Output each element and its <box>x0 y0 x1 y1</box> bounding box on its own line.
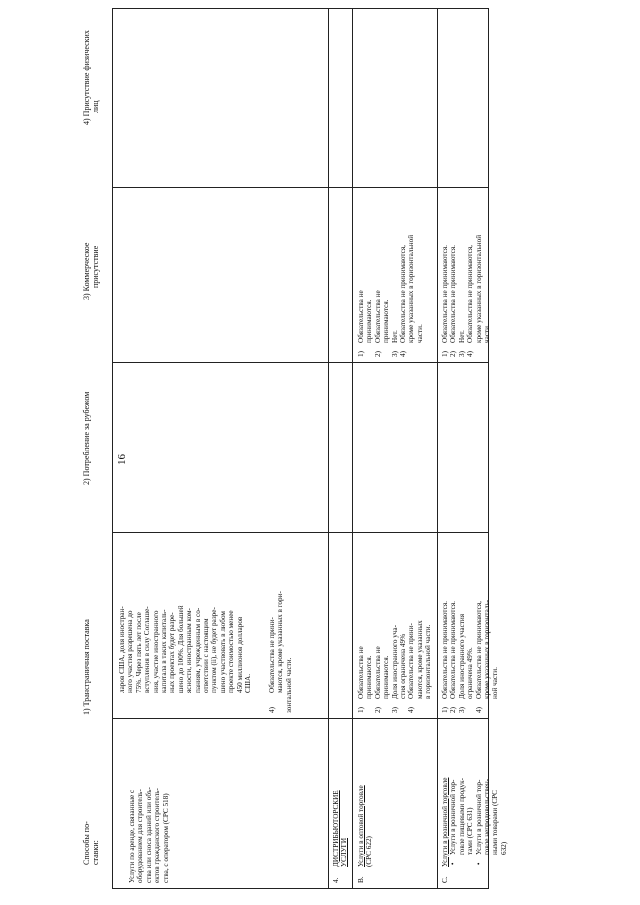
item-number: 1) <box>441 351 449 357</box>
list-item <box>483 600 491 713</box>
item-number: 3) <box>457 707 466 713</box>
list-item <box>399 235 407 357</box>
bullet-text: ными товарами (CPC <box>491 790 500 855</box>
text-line: шено участвовать в любом <box>218 611 227 693</box>
list-item <box>357 235 365 357</box>
bullet-text: Услуги в розничной тор- <box>449 779 458 855</box>
item-number: 4) <box>399 351 408 357</box>
item-text: Обязательства не принимаются. <box>449 601 458 699</box>
item-text: Доля иностранного уча- <box>390 625 399 699</box>
item-text: ной части. <box>491 667 500 699</box>
item-number: 3) <box>390 351 399 357</box>
item-number <box>483 699 491 713</box>
list-item <box>357 620 365 713</box>
text-line: Обязательства не прини- <box>268 617 276 693</box>
item-text: Обязательства не <box>357 290 365 343</box>
text-line: ларов США, доля иностран- <box>118 606 126 693</box>
rental-item-4 <box>268 591 293 713</box>
item-number <box>365 699 373 713</box>
text-line: ства или сноса зданий или объ- <box>144 787 153 883</box>
bullet-icon: • <box>449 862 458 865</box>
item-text: Нет. <box>390 330 399 343</box>
bullet-line <box>483 778 491 883</box>
list-item <box>483 235 491 357</box>
text-line: проекте стоимостью менее <box>227 610 236 693</box>
item-number: 2) <box>449 707 458 713</box>
list-item <box>449 235 457 357</box>
item-number: 3) <box>457 351 466 357</box>
row-b-col3 <box>357 235 424 357</box>
item-number <box>382 343 390 357</box>
rental-continued-text <box>118 605 253 693</box>
text-line: пунктом (ii), не будет разре- <box>210 607 219 693</box>
item-text: принимаются. <box>365 299 374 343</box>
item-number: 4) <box>268 707 276 713</box>
header-col4-line: 4) Присутствие физических <box>82 30 91 125</box>
header-col0-line: Способы по- <box>82 821 91 865</box>
list-item <box>441 235 449 357</box>
list-item <box>416 235 424 357</box>
item-text: Обязательства не <box>373 646 382 699</box>
item-text: Обязательства не принимаются. <box>449 245 458 343</box>
row-c-col3 <box>441 235 491 357</box>
text-line: США. <box>244 673 253 693</box>
header-col3 <box>82 243 100 300</box>
item-number <box>424 699 432 713</box>
text-line: ния, участие иностранного <box>151 610 160 693</box>
text-line: зонтальной части. <box>284 657 293 713</box>
list-item <box>458 235 466 357</box>
text-line: капитала в таких капиталь- <box>160 609 169 693</box>
row-label: C. <box>441 876 449 883</box>
list-item <box>365 235 373 357</box>
item-text: Доля иностранного участия <box>457 613 466 699</box>
text-line: ясности, иностранным ком- <box>185 608 194 693</box>
item-text: Обязательства не принимаются, <box>399 245 408 343</box>
list-item <box>466 600 474 713</box>
section-label: 4. <box>332 877 340 883</box>
list-item <box>466 235 474 357</box>
item-text: кроме указанных в горизонталь- <box>483 599 492 699</box>
list-item <box>374 620 382 713</box>
bullet-text: говле пищевыми продук- <box>457 777 466 855</box>
item-text: принимаются. <box>365 655 374 699</box>
item-text: Нет. <box>457 330 466 343</box>
item-text: стия ограничена 49% <box>399 633 408 699</box>
header-col1: 1) Трансграничная поставка <box>82 619 91 715</box>
bullet-text: тами (CPC 631) <box>466 807 475 855</box>
text-line: Услуги по аренде, связанные с <box>128 789 136 883</box>
item-number: 4) <box>466 351 475 357</box>
section-title: УСЛУГИ <box>340 837 349 867</box>
row-b-col2 <box>357 620 433 713</box>
text-line: (CPC 622) <box>365 836 374 867</box>
header-col0 <box>82 821 100 865</box>
section-title: ДИСТРИБЬЮТОРСКИЕ <box>332 790 340 867</box>
list-item <box>382 235 390 357</box>
text-line: шено до 100%. Для большей <box>176 605 185 693</box>
section-4-heading <box>332 790 349 883</box>
item-number <box>416 699 424 713</box>
list-item <box>424 620 432 713</box>
rental-sector <box>128 787 170 883</box>
header-col3-line: присутствие <box>91 245 100 288</box>
item-number <box>382 699 390 713</box>
item-number <box>475 343 483 357</box>
item-number <box>399 699 407 713</box>
item-text: кроме указанных в горизонтальной <box>407 234 416 343</box>
header-col2: 2) Потребление за рубежом <box>82 391 91 485</box>
list-item <box>441 600 449 713</box>
list-item <box>491 600 499 713</box>
list-item <box>391 235 399 357</box>
item-number: 4) <box>407 707 416 713</box>
list-item <box>374 235 382 357</box>
item-text: Обязательства не принимаются, <box>466 245 475 343</box>
list-item <box>391 620 399 713</box>
item-number: 1) <box>441 707 449 713</box>
item-text: Обязательства не принимаются, <box>474 601 483 699</box>
row-c-sector <box>441 778 508 883</box>
text-line: ных проектах будет разре- <box>168 612 177 693</box>
bullet-line <box>458 778 466 883</box>
item-text: Обязательства не принимаются. <box>441 601 449 699</box>
bullet-line <box>475 778 483 883</box>
page-number: 16 <box>116 454 128 465</box>
text-line: паниям, учрежденным в со- <box>193 607 202 693</box>
item-number: 2) <box>373 351 382 357</box>
list-item <box>365 620 373 713</box>
row-c-col2 <box>441 600 500 713</box>
text-line: оборудованием для строитель- <box>136 789 145 883</box>
sector-title: Услуги в оптовой торговле <box>357 785 365 867</box>
bullet-line <box>466 778 474 883</box>
item-text: маются, кроме указанных <box>415 620 424 699</box>
list-item <box>475 235 483 357</box>
item-number <box>416 343 424 357</box>
item-number: 1) <box>357 351 365 357</box>
list-item <box>416 620 424 713</box>
list-item <box>475 600 483 713</box>
text-line: 75%. Через пять лет после <box>134 612 143 693</box>
item-number <box>491 699 499 713</box>
bullet-line <box>449 778 457 883</box>
item-number <box>466 699 474 713</box>
row-b-sector <box>357 785 374 883</box>
item-text: части. <box>483 324 492 343</box>
text-line: ства, с оператором (CPC 518) <box>161 793 170 883</box>
item-text: Обязательства не <box>357 646 365 699</box>
text-line: маются, кроме указанных в гори- <box>276 591 285 693</box>
item-text: Обязательства не <box>373 290 382 343</box>
item-number: 3) <box>390 707 399 713</box>
bullet-line <box>500 778 508 883</box>
list-item <box>407 620 415 713</box>
item-number: 1) <box>357 707 365 713</box>
text-line: ного участия разрешена до <box>126 610 135 693</box>
item-number: 2) <box>449 351 458 357</box>
sector-title: Услуги в розничной торговле <box>441 777 449 867</box>
item-text: в горизонтальной части. <box>424 624 433 699</box>
list-item <box>407 235 415 357</box>
item-number: 2) <box>373 707 382 713</box>
item-text: ограничена 49%. <box>466 647 475 699</box>
item-text: Обязательства не принимаются. <box>441 245 449 343</box>
text-line: вступления в силу Соглаше- <box>143 606 152 693</box>
header-col4 <box>82 30 100 125</box>
item-number <box>365 343 373 357</box>
bullet-text: 632) <box>499 841 508 855</box>
text-line: ектов гражданского строитель- <box>153 788 162 883</box>
list-item <box>449 600 457 713</box>
header-col0-line: ставки: <box>91 840 100 865</box>
bullet-icon: • <box>474 862 483 865</box>
item-text: части. <box>415 324 424 343</box>
item-number <box>483 343 491 357</box>
bullet-text: говле непродовольствен- <box>483 778 492 855</box>
item-text: кроме указанных в горизонтальной <box>474 234 483 343</box>
item-text: Обязательства не прини- <box>407 623 416 699</box>
item-text: принимаются. <box>382 655 391 699</box>
bullet-text: Услуги в розничной тор- <box>474 779 483 855</box>
header-col4-line: лиц <box>91 100 100 113</box>
text-line: 450 миллионов долларов <box>235 616 244 693</box>
bullet-line <box>491 778 499 883</box>
row-label: B. <box>357 876 365 883</box>
text-line: ответствии с настоящим <box>202 618 211 693</box>
item-number: 4) <box>474 707 483 713</box>
item-number <box>407 343 415 357</box>
list-item <box>382 620 390 713</box>
header-col3-line: 3) Коммерческое <box>82 242 91 300</box>
item-text: принимаются. <box>382 299 391 343</box>
list-item <box>458 600 466 713</box>
list-item <box>399 620 407 713</box>
